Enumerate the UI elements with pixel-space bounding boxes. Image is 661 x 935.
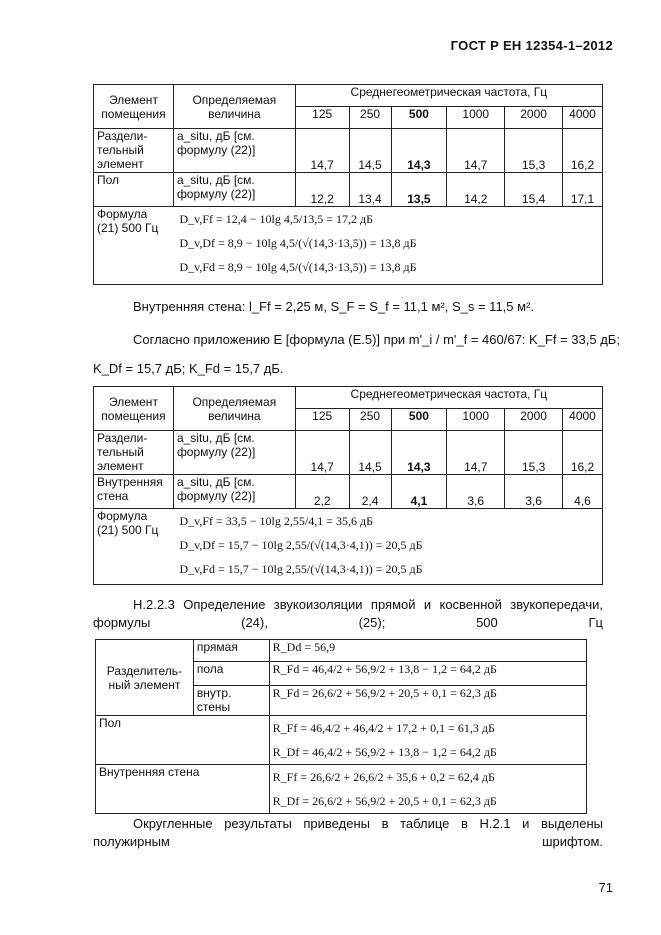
value-cell: 15,4 [505,173,563,207]
inner-wall-label: Внутренняя стена [96,765,270,814]
header-frequency: Среднегеометрическая частота, Гц [295,85,602,107]
row-quantity: a_situ, дБ [см. формулу (22)] [173,173,295,207]
formula-line: D_v,Df = 8,9 − 10lg 4,5/(√(14,3·13,5)) = 13,8 дБ [179,236,417,250]
table-absorption-partition-innerwall [93,386,603,585]
formula-line: D_v,Ff = 33,5 − 10lg 2,55/4,1 = 35,6 дБ [179,514,373,528]
header-frequency: Среднегеометрическая частота, Гц [295,387,602,409]
formula-r-ff-floor: R_Ff = 46,4/2 + 46,4/2 + 17,2 + 0,1 = 61,3 дБ [272,721,495,735]
row-element: Раздели-тельный элемент [94,129,174,173]
table-row [94,475,603,509]
row-quantity: a_situ, дБ [см. формулу (22)] [173,431,295,475]
formula-r-dd: R_Dd = 56,9 [269,640,586,662]
table-absorption-partition-floor [93,84,603,285]
row-element: Пол [94,173,174,207]
freq-1000: 1000 [447,409,505,431]
table-row [94,173,603,207]
value-cell: 16,2 [563,129,603,173]
table-row [94,431,603,475]
value-cell: 14,3 [391,129,447,173]
formula-r-fd-floor: R_Fd = 46,4/2 + 56,9/2 + 13,8 − 1,2 = 64,2 дБ [269,662,586,686]
value-cell: 17,1 [563,173,603,207]
section-heading: Н.2.2.3 Определение звукоизоляции прямой и косвенной звукопередачи, формулы (24), (25); 500 Гц [93,597,603,630]
value-cell: 2,2 [295,475,349,509]
page-number: 71 [598,880,613,895]
value-cell: 4,6 [562,475,602,509]
direct-label: прямая [193,640,269,662]
freq-4000: 4000 [562,409,602,431]
partition-label: Разделитель-ный элемент [96,640,194,716]
row-quantity: a_situ, дБ [см. формулу (22)] [173,475,295,509]
value-cell: 2,4 [349,475,391,509]
formula-row [94,509,603,585]
header-quantity: Определяемая величина [173,85,295,129]
value-cell: 14,7 [447,431,505,475]
paragraph-k-values: K_Df = 15,7 дБ; K_Fd = 15,7 дБ. [93,361,284,376]
inner-sub-label: внутр. стены [193,686,269,716]
formula-label: Формула (21) 500 Гц [94,207,174,285]
freq-2000: 2000 [505,409,563,431]
document-code: ГОСТ Р ЕН 12354-1–2012 [450,38,613,53]
freq-500: 500 [391,107,447,129]
table-row [94,129,603,173]
row-element: Раздели-тельный элемент [94,431,174,475]
freq-125: 125 [295,409,349,431]
value-cell: 16,2 [562,431,602,475]
value-cell: 13,4 [349,173,391,207]
freq-2000: 2000 [505,107,563,129]
formula-r-df-floor: R_Df = 46,4/2 + 56,9/2 + 13,8 − 1,2 = 64,2 дБ [272,745,497,759]
value-cell: 14,7 [295,431,349,475]
header-element: Элемент помещения [94,85,174,129]
value-cell: 3,6 [505,475,563,509]
formula-line: D_v,Ff = 12,4 − 10lg 4,5/13,5 = 17,2 дБ [179,212,373,226]
value-cell: 3,6 [447,475,505,509]
formula-r-fd-inner: R_Fd = 26,6/2 + 56,9/2 + 20,5 + 0,1 = 62,3 дБ [269,686,586,716]
formula-line: D_v,Fd = 8,9 − 10lg 4,5/(√(14,3·13,5)) = 13,8 дБ [179,260,417,274]
value-cell: 12,2 [295,173,349,207]
formula-row [94,207,603,285]
freq-125: 125 [295,107,349,129]
value-cell: 4,1 [391,475,447,509]
freq-250: 250 [349,409,391,431]
paragraph-inner-wall: Внутренняя стена: l_Ff = 2,25 м, S_F = S_f = 11,1 м², S_s = 11,5 м². [133,299,535,314]
value-cell: 14,5 [349,129,391,173]
formula-line: D_v,Df = 15,7 − 10lg 2,55/(√(14,3·4,1)) = 20,5 дБ [179,538,423,552]
header-quantity: Определяемая величина [173,387,295,431]
freq-250: 250 [349,107,391,129]
value-cell: 15,3 [505,129,563,173]
paragraph-annex-e: Согласно приложению Е [формула (Е.5)] при m'_i / m'_f = 460/67: K_Ff = 33,5 дБ; [133,332,620,347]
freq-4000: 4000 [563,107,603,129]
value-cell: 13,5 [391,173,447,207]
formula-r-df-inner: R_Df = 26,6/2 + 56,9/2 + 20,5 + 0,1 = 62,3 дБ [272,794,497,808]
value-cell: 14,7 [447,129,505,173]
floor-label: Пол [96,716,270,765]
value-cell: 14,7 [295,129,349,173]
formula-label: Формула (21) 500 Гц [94,509,174,585]
formula-r-ff-inner: R_Ff = 26,6/2 + 26,6/2 + 35,6 + 0,2 = 62,4 дБ [272,770,495,784]
row-quantity: a_situ, дБ [см. формулу (22)] [173,129,295,173]
value-cell: 15,3 [505,431,563,475]
paragraph-rounded-results: Округленные результаты приведены в таблице в Н.2.1 и выделены полужирным шрифтом. [93,816,603,849]
header-element: Элемент помещения [94,387,174,431]
formula-line: D_v,Fd = 15,7 − 10lg 2,55/(√(14,3·4,1)) = 20,5 дБ [179,562,423,576]
row-element: Внутренняя стена [94,475,174,509]
value-cell: 14,5 [349,431,391,475]
freq-1000: 1000 [447,107,505,129]
table-sound-reduction [95,639,587,814]
value-cell: 14,3 [391,431,447,475]
floor-sub-label: пола [193,662,269,686]
freq-500: 500 [391,409,447,431]
value-cell: 14,2 [447,173,505,207]
